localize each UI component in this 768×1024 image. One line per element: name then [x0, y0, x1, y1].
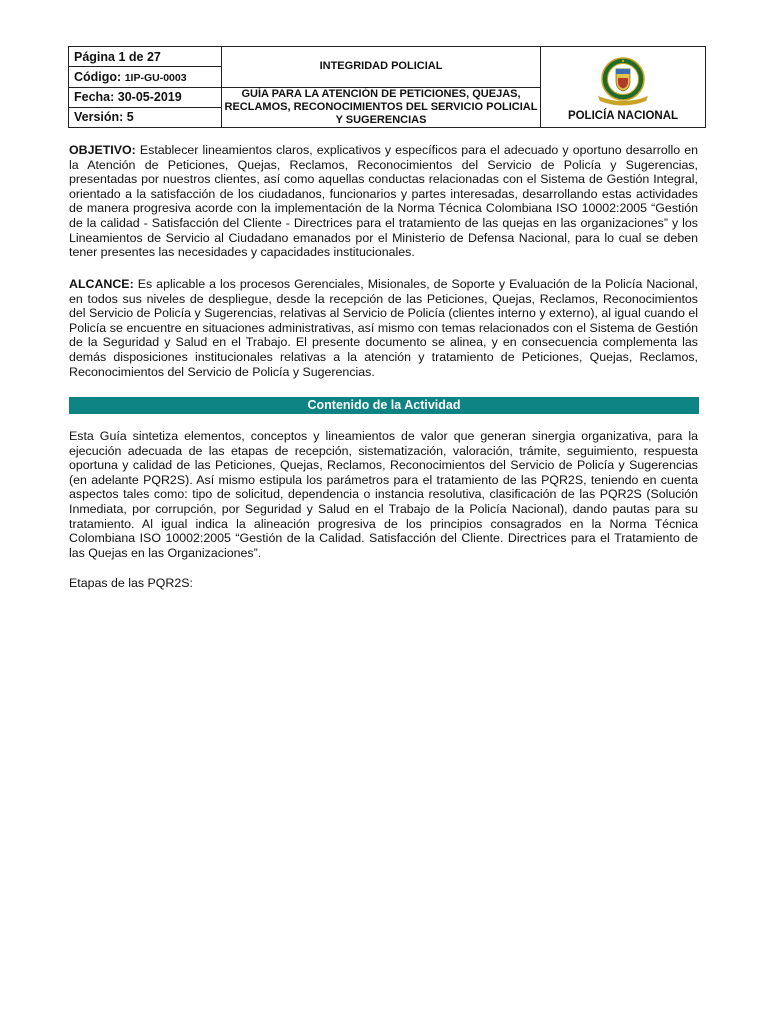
- section-heading-contenido: Contenido de la Actividad: [69, 397, 699, 414]
- alcance-label: ALCANCE:: [69, 277, 134, 291]
- contenido-paragraph: Esta Guía sintetiza elementos, conceptos y lineamientos de valor que generan sinergia organizativa, para la ejecución adecuada de las etapas de recepción, sistematización, valoración, trámite, seguimiento, respuesta oportuna y calidad de las Peticiones, Quejas, Reclamos, Reconocimientos del Servicio de Policía y Sugerencias (en adelante PQR2S). Así mismo estipula los parámetros para el tratamiento de las PQR2S, teniendo en cuenta aspectos tales como: tipo de solicitud, dependencia o instancia resolutiva, clasificación de las PQR2S (Solución Inmediata, por corrupción, por Seguridad y Salud en el Trabajo de la Policía Nacional), dando pautas para su tratamiento. Al igual indica la alineación progresiva de los principios consagrados en la Norma Técnica Colombiana ISO 10002:2005 “Gestión de la Calidad. Satisfacción del Cliente. Directrices para el Tratamiento de las Quejas en las Organizaciones”.: [69, 429, 698, 560]
- etapas-heading: Etapas de las PQR2S:: [69, 576, 193, 590]
- header-logo-cell: [541, 47, 706, 128]
- page-number: Página 1 de 27: [74, 49, 161, 64]
- organization-name: POLICÍA NACIONAL: [567, 110, 679, 122]
- document-version: Versión: 5: [74, 110, 134, 125]
- police-seal-icon: [594, 56, 652, 108]
- document-date-cell: [69, 87, 222, 107]
- header-title-main: GUÍA PARA LA ATENCIÓN DE PETICIONES, QUEJAS, RECLAMOS, RECONOCIMIENTOS DEL SERVICIO POLICIAL Y SUGERENCIAS: [224, 87, 538, 126]
- document-code-label: Código:: [74, 69, 122, 84]
- objetivo-paragraph: [69, 143, 698, 260]
- document-header-table: [68, 46, 706, 128]
- header-title-cell: [222, 47, 541, 88]
- document-code-cell: [69, 67, 222, 87]
- seal-shield-top: [616, 69, 630, 74]
- seal-star-top: [622, 60, 624, 62]
- document-date: Fecha: 30-05-2019: [74, 90, 182, 105]
- header-subtitle-cell: [222, 87, 541, 128]
- page-number-cell: [69, 47, 222, 67]
- document-code-value: 1IP-GU-0003: [124, 71, 187, 84]
- header-title-top: INTEGRIDAD POLICIAL: [319, 60, 443, 73]
- objetivo-text: Establecer lineamientos claros, explicativos y específicos para el adecuado y oportuno desarrollo en la Atención de Peticiones, Quejas, Reclamos, Reconocimientos del Servicio de Policía y Sugerencias, presentadas por nuestros clientes, así como aquellas conductas relacionadas con el Sistema de Gestión Integral, orientado a la satisfacción de los ciudadanos, funcionarios y partes interesadas, desarrollando estas actividades de manera progresiva acorde con la implementación de la Norma Técnica Colombiana ISO 10002:2005 “Gestión de la calidad - Satisfacción del Cliente - Directrices para el tratamiento de las quejas en las organizaciones” y los Lineamientos de Servicio al Ciudadano emanados por el Ministerio de Defensa Nacional, para lo cual se deben tener presentes las necesidades y capacidades institucionales.: [69, 143, 698, 260]
- alcance-text: Es aplicable a los procesos Gerenciales, Misionales, de Soporte y Evaluación de la Policía Nacional, en todos sus niveles de despliegue, desde la recepción de las Peticiones, Quejas, Reclamos, Reconocimientos del Servicio de Policía y Sugerencias, relativas al Servicio de Policía (clientes interno y externo), al igual cuando el Policía se encuentre en situaciones administrativas, así mismo con temas relacionados con el Sistema de Gestión de la Seguridad y Salud en el Trabajo. El presente documento se alinea, y en consecuencia complementa las demás disposiciones institucionales relativas a la atención y tratamiento de Peticiones, Quejas, Reclamos, Reconocimientos del Servicio de Policía y Sugerencias.: [69, 277, 698, 379]
- alcance-paragraph: [69, 277, 698, 379]
- document-version-cell: [69, 107, 222, 127]
- objetivo-label: OBJETIVO:: [69, 143, 136, 157]
